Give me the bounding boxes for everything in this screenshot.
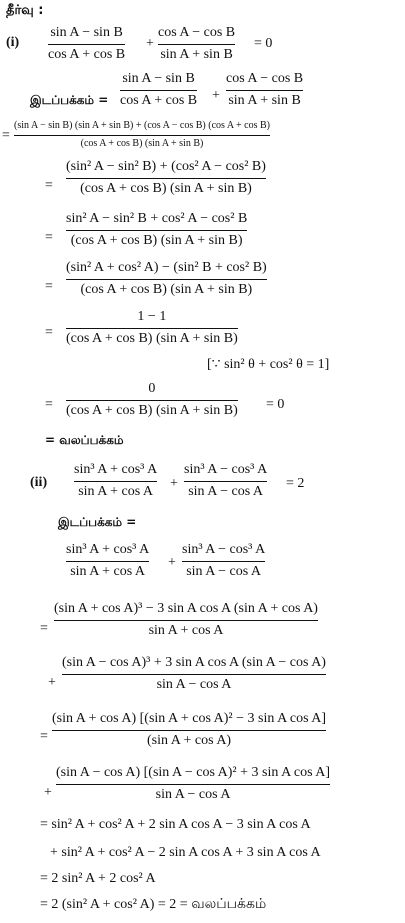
denominator: (sin A + cos A) <box>146 732 232 748</box>
fraction-bar <box>120 90 197 91</box>
result-line-4: = 2 (sin² A + cos² A) = 2 = வலப்பக்கம் <box>40 897 267 912</box>
fraction-bar <box>62 674 326 675</box>
denominator: sin A − cos A <box>155 786 231 802</box>
ii-step2a-fraction <box>54 602 318 638</box>
part-i-fraction-2 <box>158 26 235 62</box>
step1-fraction-2 <box>226 72 303 108</box>
numerator: sin³ A + cos³ A <box>66 542 150 557</box>
fraction-bar <box>54 620 318 621</box>
equals-zero: = 0 <box>266 397 285 412</box>
plus-sign: + <box>44 785 52 800</box>
numerator: sin A − sin B <box>50 25 123 40</box>
numerator: (sin A + cos A)³ − 3 sin A cos A (sin A + cos A) <box>54 601 318 616</box>
denominator: (cos A + cos B) (sin A + sin B) <box>66 330 238 346</box>
result-line-3: = 2 sin² A + 2 cos² A <box>40 871 156 886</box>
fraction-bar <box>74 481 157 482</box>
part-i-fraction-1 <box>48 26 125 62</box>
numerator: sin A − sin B <box>122 71 195 86</box>
plus-sign: + <box>168 555 176 570</box>
step1-fraction-1 <box>120 72 197 108</box>
lhs-label: இடப்பக்கம் = <box>30 93 109 107</box>
denominator: (cos A + cos B) (sin A + sin B) <box>80 180 252 196</box>
denominator: sin A + cos A <box>148 622 224 638</box>
fraction-bar <box>56 784 330 785</box>
fraction-bar <box>182 561 265 562</box>
numerator: (sin A − sin B) (sin A + sin B) + (cos A − cos B) (cos A + cos B) <box>14 120 270 131</box>
numerator: cos A − cos B <box>158 25 236 40</box>
fraction-bar <box>66 178 266 179</box>
plus-sign: + <box>48 675 56 690</box>
denominator: sin A − cos A <box>156 676 232 692</box>
denominator: (cos A + cos B) (sin A + sin B) <box>70 232 243 248</box>
denominator: sin A + cos A <box>78 483 153 499</box>
denominator: sin A − cos A <box>188 483 263 499</box>
fraction-bar <box>66 230 247 231</box>
plus-sign: + <box>212 88 220 103</box>
ii-step1-fraction-1 <box>66 543 149 579</box>
part-ii-label: (ii) <box>30 475 48 490</box>
result-line-1: = sin² A + cos² A + 2 sin A cos A − 3 sin A cos A <box>40 817 311 832</box>
equals-sign: = <box>45 279 53 294</box>
numerator: (sin A − cos A) [(sin A − cos A)² + 3 sin A cos A] <box>56 765 331 780</box>
part-ii-fraction-1 <box>74 463 157 499</box>
plus-sign: + <box>146 36 154 51</box>
ii-step1-fraction-2 <box>182 543 265 579</box>
part-i-label: (i) <box>6 35 20 50</box>
denominator: cos A + cos B <box>120 92 198 108</box>
equals-two: = 2 <box>286 476 305 491</box>
result-line-2: + sin² A + cos² A − 2 sin A cos A + 3 sin A cos A <box>50 845 321 860</box>
step3-fraction <box>66 160 266 196</box>
fraction-bar <box>66 328 238 329</box>
rhs-line: = வலப்பக்கம் <box>45 433 124 447</box>
numerator: 0 <box>148 381 156 396</box>
numerator: sin³ A − cos³ A <box>182 542 266 557</box>
lhs-label: இடப்பக்கம் = <box>58 515 137 529</box>
step7-fraction <box>66 382 238 418</box>
ii-step3a-fraction <box>52 712 326 748</box>
numerator: sin³ A − cos³ A <box>184 462 268 477</box>
denominator: sin A + cos A <box>70 563 145 579</box>
fraction-bar <box>158 44 235 45</box>
equals-zero: = 0 <box>254 36 273 51</box>
fraction-bar <box>226 90 303 91</box>
part-ii-fraction-2 <box>184 463 267 499</box>
fraction-bar <box>14 135 270 136</box>
plus-sign: + <box>170 476 178 491</box>
equals-sign: = <box>45 325 53 340</box>
numerator: (sin² A − sin² B) + (cos² A − cos² B) <box>66 159 266 174</box>
solution-heading: தீர்வு : <box>6 3 44 18</box>
step6-fraction <box>66 310 238 346</box>
fraction-bar <box>66 400 238 401</box>
numerator: (sin A − cos A)³ + 3 sin A cos A (sin A − cos A) <box>62 655 326 670</box>
numerator: sin² A − sin² B + cos² A − cos² B <box>66 211 248 226</box>
step4-fraction <box>66 212 247 248</box>
numerator: (sin A + cos A) [(sin A + cos A)² − 3 sin A cos A] <box>52 711 327 726</box>
fraction-bar <box>52 730 326 731</box>
step2-fraction <box>14 121 270 149</box>
fraction-bar <box>184 481 267 482</box>
fraction-bar <box>48 44 125 45</box>
denominator: (cos A + cos B) (sin A + sin B) <box>80 137 204 149</box>
identity-note: [∵ sin² θ + cos² θ = 1] <box>207 357 330 372</box>
equals-sign: = <box>40 729 48 744</box>
equals-sign: = <box>2 128 10 143</box>
numerator: cos A − cos B <box>226 71 304 86</box>
ii-step3b-fraction <box>56 766 330 802</box>
denominator: (cos A + cos B) (sin A + sin B) <box>80 281 253 297</box>
denominator: sin A + sin B <box>160 46 233 62</box>
denominator: sin A − cos A <box>186 563 261 579</box>
fraction-bar <box>66 279 267 280</box>
denominator: cos A + cos B <box>48 46 126 62</box>
equals-sign: = <box>45 178 53 193</box>
fraction-bar <box>66 561 149 562</box>
numerator: (sin² A + cos² A) − (sin² B + cos² B) <box>66 260 267 275</box>
equals-sign: = <box>45 230 53 245</box>
equals-sign: = <box>40 621 48 636</box>
ii-step2b-fraction <box>62 656 326 692</box>
numerator: sin³ A + cos³ A <box>74 462 158 477</box>
equals-sign: = <box>45 397 53 412</box>
denominator: (cos A + cos B) (sin A + sin B) <box>66 402 238 418</box>
denominator: sin A + sin B <box>228 92 301 108</box>
numerator: 1 − 1 <box>137 309 167 324</box>
step5-fraction <box>66 261 267 297</box>
